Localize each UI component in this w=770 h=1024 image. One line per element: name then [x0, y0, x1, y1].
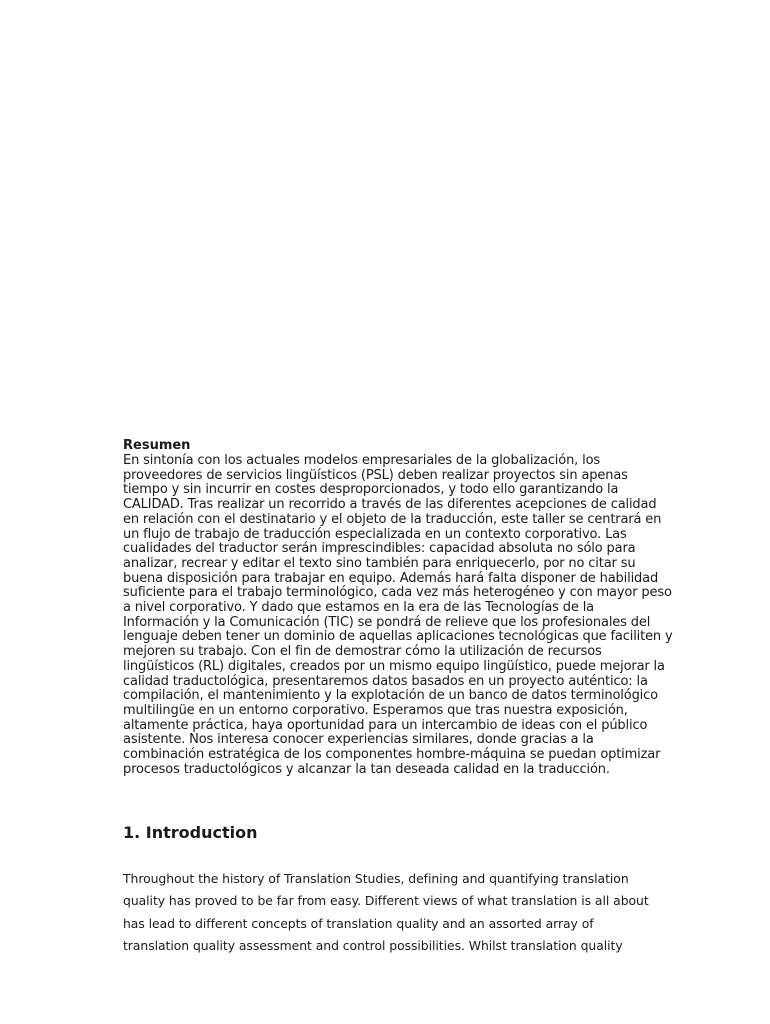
abstract-line: multilingüe en un entorno corporativo. Esperamos que tras nuestra exposición,: [123, 702, 628, 718]
abstract-line: mejoren su trabajo. Con el fin de demostrar cómo la utilización de recursos: [123, 644, 602, 660]
intro-line: translation quality assessment and control possibilities. Whilst translation quality: [123, 937, 623, 953]
abstract-line: procesos traductológicos y alcanzar la tan deseada calidad en la traducción.: [123, 761, 610, 777]
intro-line: has lead to different concepts of translation quality and an assorted array of: [123, 915, 594, 931]
abstract-line: En sintonía con los actuales modelos empresariales de la globalización, los: [123, 453, 601, 468]
abstract-line: en relación con el destinatario y el objeto de la traducción, este taller se centrará en: [123, 511, 662, 527]
abstract-line: asistente. Nos interesa conocer experiencias similares, donde gracias a la: [123, 732, 594, 748]
abstract-line: CALIDAD. Tras realizar un recorrido a través de las diferentes acepciones de calidad: [123, 497, 657, 513]
abstract-line: cualidades del traductor serán imprescindibles: capacidad absoluta no sólo para: [123, 541, 636, 557]
intro-paragraph: [123, 868, 703, 957]
abstract-heading: Resumen: [123, 438, 191, 453]
abstract-line: Información y la Comunicación (TIC) se pondrá de relieve que los profesionales del: [123, 614, 651, 630]
abstract-line: tiempo y sin incurrir en costes desproporcionados, y todo ello garantizando la: [123, 482, 619, 498]
abstract-line: combinación estratégica de los componentes hombre-máquina se puedan optimizar: [123, 747, 661, 763]
abstract-line: analizar, recrear y editar el texto sino también para enriquecerlo, por no citar su: [123, 555, 636, 571]
intro-line: quality has proved to be far from easy. Different views of what translation is all about: [123, 893, 649, 909]
section-heading: 1. Introduction: [123, 823, 258, 842]
abstract-section: [123, 438, 693, 777]
abstract-line: lenguaje deben tener un dominio de aquellas aplicaciones tecnológicas que faciliten y: [123, 629, 673, 645]
abstract-line: altamente práctica, haya oportunidad para un intercambio de ideas con el público: [123, 717, 648, 733]
abstract-line: a nivel corporativo. Y dado que estamos en la era de las Tecnologías de la: [123, 600, 594, 616]
abstract-line: suficiente para el trabajo terminológico, cada vez más heterogéneo y con mayor peso: [123, 585, 672, 601]
abstract-line: un flujo de trabajo de traducción especializada en un contexto corporativo. Las: [123, 526, 627, 542]
abstract-line: buena disposición para trabajar en equipo. Además hará falta disponer de habilidad: [123, 570, 659, 586]
abstract-body: [123, 454, 693, 777]
abstract-line: lingüísticos (RL) digitales, creados por un mismo equipo lingüístico, puede mejorar la: [123, 658, 665, 674]
intro-line: Throughout the history of Translation Studies, defining and quantifying translation: [123, 871, 629, 886]
abstract-line: calidad traductológica, presentaremos datos basados en un proyecto auténtico: la: [123, 673, 648, 689]
abstract-line: proveedores de servicios lingüísticos (PSL) deben realizar proyectos sin apenas: [123, 467, 628, 483]
abstract-line: compilación, el mantenimiento y la explotación de un banco de datos terminológico: [123, 688, 658, 704]
